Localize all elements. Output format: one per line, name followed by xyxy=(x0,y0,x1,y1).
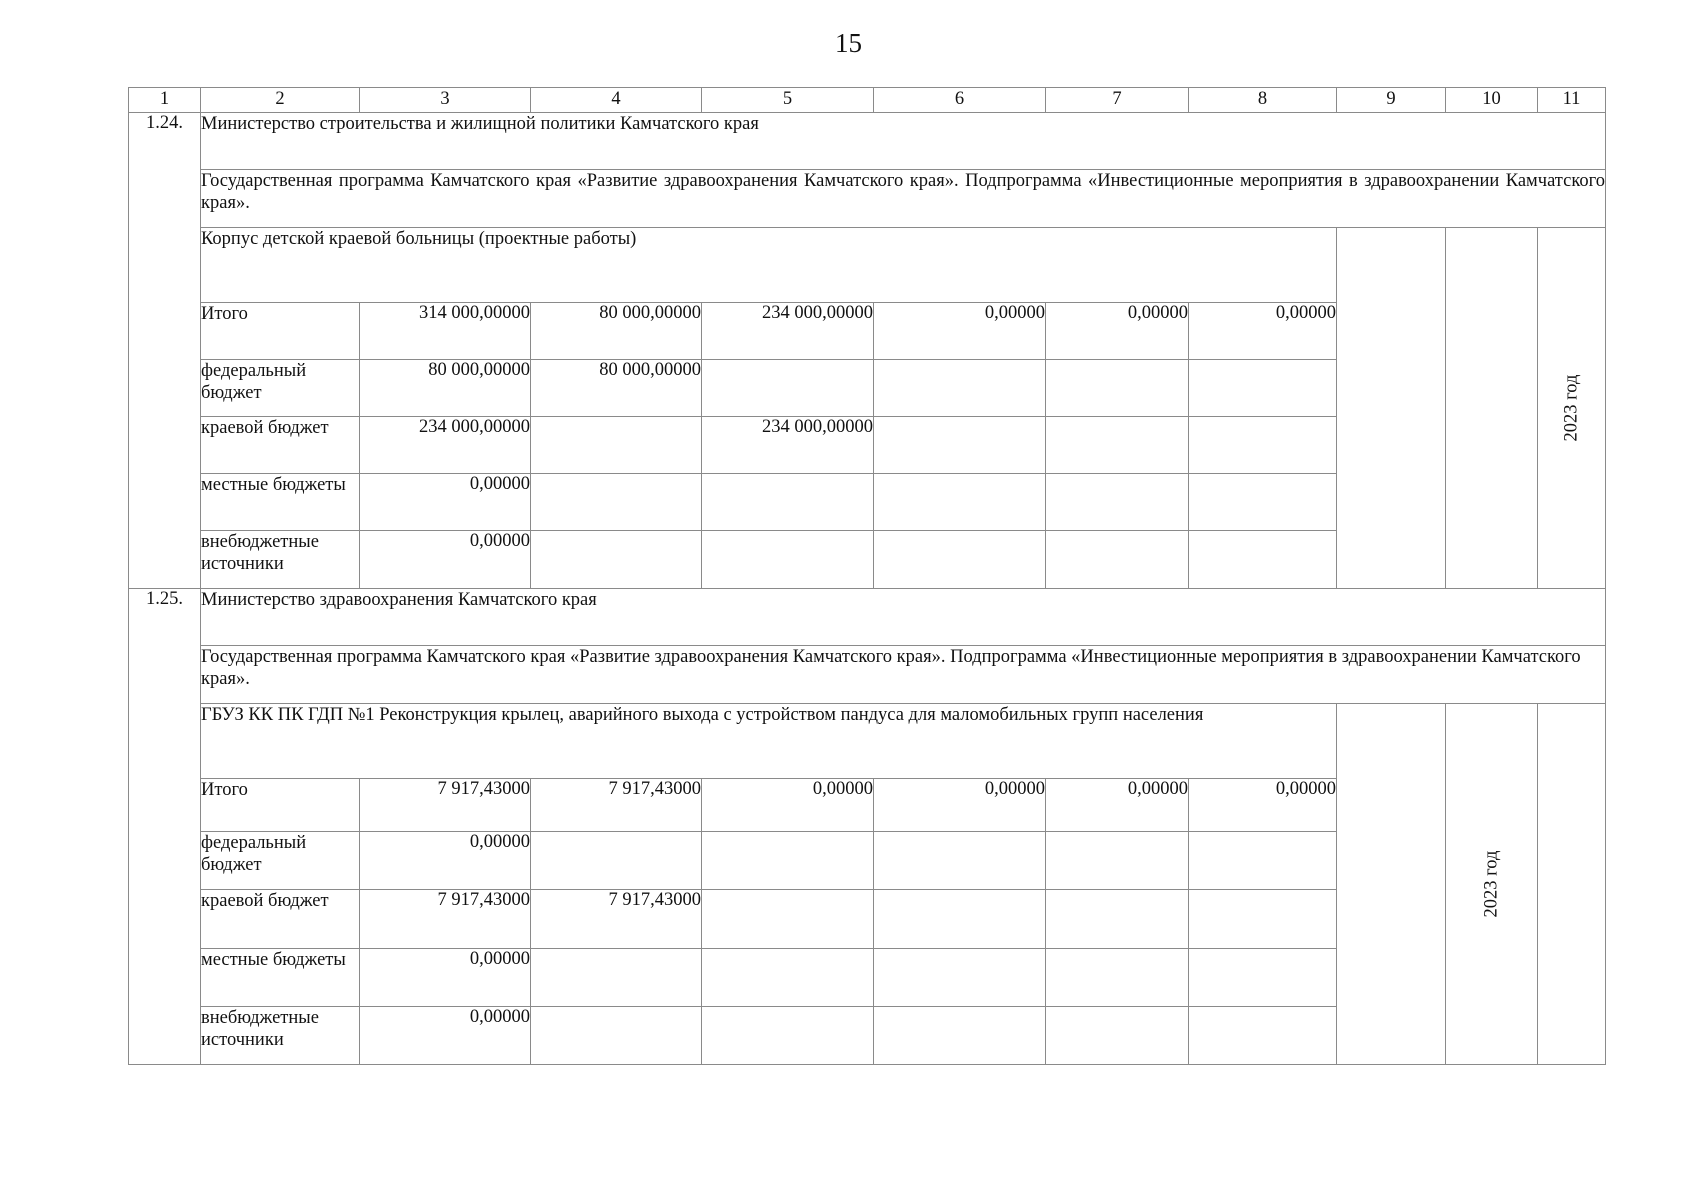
value-cell: 0,00000 xyxy=(360,531,531,589)
column-number: 6 xyxy=(874,88,1046,113)
value-cell xyxy=(874,531,1046,589)
column-number: 11 xyxy=(1538,88,1606,113)
object-row xyxy=(129,704,1606,779)
value-cell: 7 917,43000 xyxy=(360,890,531,949)
row-label: внебюджетные источники xyxy=(201,531,360,589)
column-number: 10 xyxy=(1446,88,1538,113)
value-cell: 0,00000 xyxy=(702,779,874,832)
value-cell xyxy=(1046,360,1189,417)
year-cell xyxy=(1446,704,1538,1065)
value-cell: 314 000,00000 xyxy=(360,303,531,360)
value-cell xyxy=(1189,1007,1337,1065)
row-label: федеральный бюджет xyxy=(201,360,360,417)
section-number: 1.25. xyxy=(129,589,201,1065)
value-cell: 234 000,00000 xyxy=(702,303,874,360)
value-cell xyxy=(1046,474,1189,531)
value-cell xyxy=(1189,531,1337,589)
row-label: местные бюджеты xyxy=(201,474,360,531)
value-cell xyxy=(531,531,702,589)
value-cell xyxy=(1189,832,1337,890)
section-number: 1.24. xyxy=(129,113,201,589)
column-number: 4 xyxy=(531,88,702,113)
value-cell: 0,00000 xyxy=(360,474,531,531)
value-cell xyxy=(702,531,874,589)
value-cell xyxy=(531,474,702,531)
value-cell xyxy=(1046,1007,1189,1065)
object-row xyxy=(129,228,1606,303)
value-cell xyxy=(531,832,702,890)
value-cell xyxy=(1046,832,1189,890)
program-row xyxy=(129,646,1606,704)
ministry-row xyxy=(129,589,1606,646)
value-cell xyxy=(702,832,874,890)
value-cell: 0,00000 xyxy=(1189,303,1337,360)
value-cell: 7 917,43000 xyxy=(531,779,702,832)
value-cell xyxy=(1046,531,1189,589)
value-cell xyxy=(874,360,1046,417)
object-name: ГБУЗ КК ПК ГДП №1 Реконструкция крылец, аварийного выхода с устройством пандуса для маломобильных групп населения xyxy=(201,704,1337,779)
col10-cell xyxy=(1446,228,1538,589)
row-label: краевой бюджет xyxy=(201,890,360,949)
value-cell xyxy=(702,890,874,949)
object-name: Корпус детской краевой больницы (проектные работы) xyxy=(201,228,1337,303)
value-cell: 80 000,00000 xyxy=(531,360,702,417)
value-cell xyxy=(1046,417,1189,474)
value-cell xyxy=(1046,949,1189,1007)
value-cell xyxy=(874,474,1046,531)
value-cell: 234 000,00000 xyxy=(702,417,874,474)
value-cell: 0,00000 xyxy=(874,303,1046,360)
value-cell: 0,00000 xyxy=(1046,779,1189,832)
row-label: внебюджетные источники xyxy=(201,1007,360,1065)
row-label: федеральный бюджет xyxy=(201,832,360,890)
column-number: 1 xyxy=(129,88,201,113)
ministry-row xyxy=(129,113,1606,170)
investment-table xyxy=(128,87,1606,1065)
value-cell xyxy=(874,832,1046,890)
value-cell: 0,00000 xyxy=(360,949,531,1007)
year-label: 2023 год xyxy=(1481,850,1501,918)
value-cell: 7 917,43000 xyxy=(360,779,531,832)
column-number: 2 xyxy=(201,88,360,113)
value-cell: 0,00000 xyxy=(360,1007,531,1065)
column-number: 5 xyxy=(702,88,874,113)
value-cell: 0,00000 xyxy=(1046,303,1189,360)
value-cell xyxy=(1189,417,1337,474)
row-label: краевой бюджет xyxy=(201,417,360,474)
value-cell: 0,00000 xyxy=(360,832,531,890)
value-cell xyxy=(874,949,1046,1007)
program-name: Государственная программа Камчатского края «Развитие здравоохранения Камчатского края». Подпрограмма «Инвестиционные мероприятия в здравоохранении Камчатского края». xyxy=(201,646,1606,704)
year-label: 2023 год xyxy=(1561,374,1581,442)
value-cell: 0,00000 xyxy=(1189,779,1337,832)
program-row xyxy=(129,170,1606,228)
value-cell xyxy=(531,949,702,1007)
value-cell xyxy=(874,417,1046,474)
value-cell: 80 000,00000 xyxy=(360,360,531,417)
value-cell xyxy=(702,360,874,417)
value-cell xyxy=(702,474,874,531)
value-cell xyxy=(702,949,874,1007)
value-cell: 234 000,00000 xyxy=(360,417,531,474)
row-label: Итого xyxy=(201,779,360,832)
page-number: 15 xyxy=(835,28,862,58)
value-cell xyxy=(874,1007,1046,1065)
row-label: Итого xyxy=(201,303,360,360)
year-cell xyxy=(1538,228,1606,589)
value-cell xyxy=(1046,890,1189,949)
value-cell xyxy=(702,1007,874,1065)
value-cell xyxy=(874,890,1046,949)
value-cell: 7 917,43000 xyxy=(531,890,702,949)
value-cell xyxy=(531,1007,702,1065)
column-number: 9 xyxy=(1337,88,1446,113)
value-cell: 0,00000 xyxy=(874,779,1046,832)
value-cell: 80 000,00000 xyxy=(531,303,702,360)
ministry-name: Министерство строительства и жилищной политики Камчатского края xyxy=(201,113,1606,170)
ministry-name: Министерство здравоохранения Камчатского края xyxy=(201,589,1606,646)
column-number: 8 xyxy=(1189,88,1337,113)
col9-cell xyxy=(1337,704,1446,1065)
column-number: 3 xyxy=(360,88,531,113)
col9-cell xyxy=(1337,228,1446,589)
value-cell xyxy=(531,417,702,474)
row-label: местные бюджеты xyxy=(201,949,360,1007)
value-cell xyxy=(1189,949,1337,1007)
column-number-row xyxy=(129,88,1606,113)
col11-cell xyxy=(1538,704,1606,1065)
value-cell xyxy=(1189,474,1337,531)
value-cell xyxy=(1189,360,1337,417)
value-cell xyxy=(1189,890,1337,949)
column-number: 7 xyxy=(1046,88,1189,113)
program-name: Государственная программа Камчатского края «Развитие здравоохранения Камчатского края». Подпрограмма «Инвестиционные мероприятия в здравоохранении Камчатского края». xyxy=(201,170,1606,228)
